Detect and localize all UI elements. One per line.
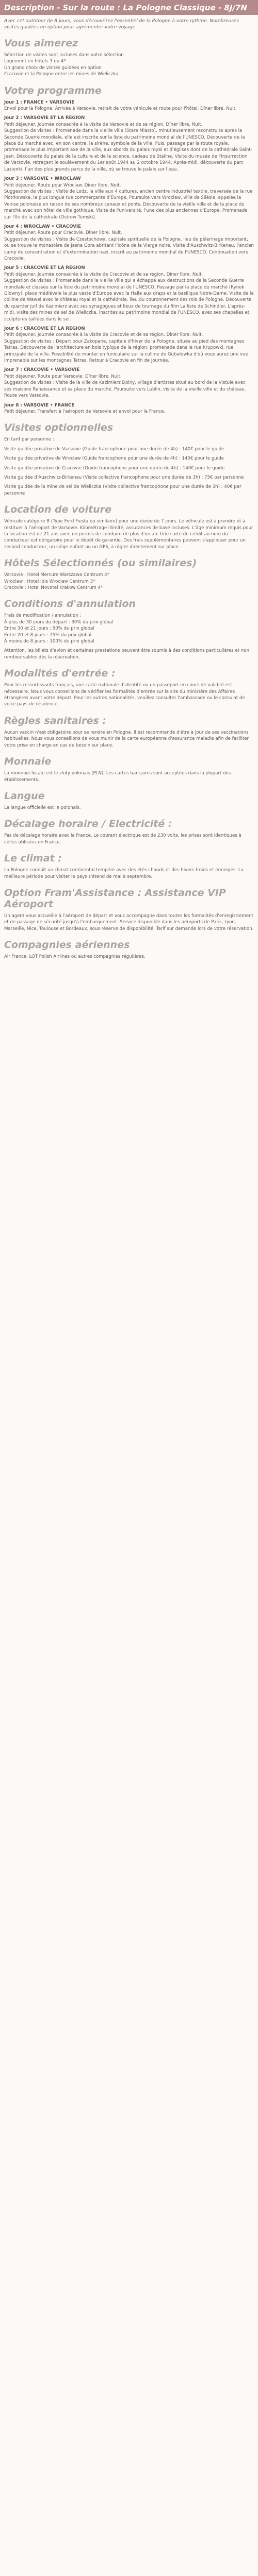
section-assistance xyxy=(0,887,258,932)
highlight-list xyxy=(4,52,254,78)
conditions-list xyxy=(4,613,254,645)
day-block xyxy=(4,176,254,221)
section-heading: Le climat : xyxy=(4,853,62,865)
section-conditions-annulation xyxy=(0,598,258,660)
day-text: Petit déjeuner. Route pour Varsovie. Dîner libre. Nuit. xyxy=(4,374,122,379)
section-text: Air France, LOT Polish Airlines ou autres compagnies régulières. xyxy=(4,954,146,960)
hotel-list xyxy=(4,572,254,591)
day-text: Petit déjeuner. Journée consacrée à la visite de Varsovie et de sa région. Dîner libre. Nuit. xyxy=(4,122,203,127)
section-body xyxy=(0,99,258,415)
day-title: Jour 1 : FRANCE • VARSOVIE xyxy=(4,99,75,105)
section-text: Véhicule catégorie B (Type Ford Fiesta ou similaire) pour une durée de 7 jours. Le véhicule est à prendre et à restituer à l'aéroport de Varsovie. Kilométrage illimité, assurances de base incluses. L'âge minimum requis pour la location est de 21 ans avec un permis de conduire de plus d'un an. Une carte de crédit au nom du conducteur est obligatoire pour le dépôt de garantie. Des frais supplémentaires peuvent s'appliquer pour un second conducteur, un siège enfant ou un GPS, à régler directement sur place. xyxy=(4,519,253,550)
day-block xyxy=(4,367,254,399)
condition-item: Entre 30 et 21 jours : 50% du prix global xyxy=(4,626,94,632)
day-suggestions: Suggestion de visites : Visite de Czestochowa, capitale spirituelle de la Pologne, lieu de pèlerinage important, où se trouve le monastère de Jasna Gora abritant l'icône de la Vierge noire. Visite d'Auschwitz-Birkenau, l'ancien camp de concentration et d'extermination nazi, inscrit au patrimoine mondial de l'UNESCO. Continuation vers Cracovie. xyxy=(4,236,254,261)
section-body xyxy=(0,913,258,932)
section-text: Attention, les billets d'avion et certaines prestations peuvent être soumis à des conditions particulières et non remboursables dès la réservation. xyxy=(4,648,250,660)
visit-line: Visite guidée d'Auschwitz-Birkenau (Visite collective francophone pour une durée de 3h) : 75€ par personne xyxy=(4,474,244,480)
section-langue xyxy=(0,790,258,811)
section-body xyxy=(0,954,258,960)
hotel-item: Varsovie : Hotel Mercure Warszawa Centrum 4* xyxy=(4,572,109,578)
section-text: La monnaie locale est le zloty polonais (PLN). Les cartes bancaires sont acceptées dans la plupart des établissements. xyxy=(4,771,231,783)
day-block xyxy=(4,99,254,112)
day-block xyxy=(4,115,254,173)
section-heading: Décalage horaire / Electricité : xyxy=(4,818,172,830)
day-title: Jour 3 : VARSOVIE • WROCLAW xyxy=(4,176,81,182)
list-item: Un grand choix de visites guidées en option xyxy=(4,65,102,71)
section-decalage-horaire xyxy=(0,818,258,845)
section-climat xyxy=(0,853,258,880)
section-text: Un agent vous accueille à l'aéroport de départ et vous accompagne dans toutes les formalités d'enregistrement et de passage de sécurité jusqu'à l'embarquement. Service disponible dans les aéroports de Paris, Lyon, Marseille, Nice, Toulouse et Bordeaux, sous réserve de disponibilité. Tarif sur demande lors de votre réservation. xyxy=(4,913,254,931)
section-body xyxy=(0,613,258,660)
section-heading: Visites optionnelles xyxy=(4,422,114,434)
day-block xyxy=(4,224,254,262)
section-body xyxy=(0,682,258,708)
section-heading: Règles sanitaires : xyxy=(4,715,106,726)
day-suggestions: Suggestion de visites : Visite de la ville de Kazimierz Dolny, village d'artistes situé au bord de la Vistule avec ses maisons Renaissance et sa place du marché. Poursuite vers Lublin, visite de la vieille ville et du château. Route vers Varsovie. xyxy=(4,380,246,399)
day-block xyxy=(4,402,254,415)
section-heading: Modalités d'entrée : xyxy=(4,668,116,680)
section-text: La langue officielle est le polonais. xyxy=(4,805,81,810)
day-title: Jour 2 : VARSOVIE ET LA REGION xyxy=(4,115,85,121)
section-heading: Conditions d'annulation xyxy=(4,598,136,610)
section-body xyxy=(0,770,258,783)
day-title: Jour 6 : CRACOVIE ET LA REGION xyxy=(4,326,85,332)
section-body xyxy=(0,805,258,811)
visit-line: Visite guidée privative de Cracovie (Guide francophone pour une durée de 4h) : 140€ pour le guide xyxy=(4,465,225,471)
section-text: La Pologne connaît un climat continental tempéré avec des étés chauds et des hivers froids et enneigés. La meilleure période pour visiter le pays s'étend de mai à septembre. xyxy=(4,868,244,879)
day-suggestions: Suggestion de visites : Visite de Lodz, la ville aux 4 cultures, ancien centre industriel textile, traversée de la rue Piotrkowska, la plus longue rue commerçante d'Europe. Poursuite vers Wroclaw, ville de Silésie, appelée la Venise polonaise en raison de ses nombreux canaux et ponts. Découverte de la vieille ville et de la place du marché avec son hôtel de ville gothique. Visite de l'université, l'une des plus anciennes d'Europe. Promenade sur l'île de la cathédrale (Ostrow Tumski). xyxy=(4,189,253,220)
section-body xyxy=(0,52,258,78)
condition-item: À plus de 30 jours du départ : 30% du prix global xyxy=(4,619,114,625)
condition-item: À moins de 8 jours : 100% du prix global xyxy=(4,639,94,645)
day-text: Petit déjeuner. Route pour Cracovie. Dîner libre. Nuit. xyxy=(4,230,122,236)
hotel-item: Wroclaw : Hotel Ibis Wroclaw Centrum 3* xyxy=(4,579,95,584)
day-title: Jour 7 : CRACOVIE • VARSOVIE xyxy=(4,367,80,373)
day-suggestions: Suggestion de visites : Promenade dans la vieille ville qui a échappé aux destructions de la Seconde Guerre mondiale et classée sur la liste du patrimoine mondial de l'UNESCO. Passage par la place du marché (Rynek Glowny), place médiévale la plus vaste d'Europe avec la Halle aux draps et la basilique Notre-Dame. Visite de la colline de Wawel avec le château royal et la cathédrale, lieu du couronnement des rois de Pologne. Découverte du quartier juif de Kazimierz avec ses synagogues et lieux de tournage du film La liste de Schindler. L'après-midi, visite des mines de sel de Wieliczka, inscrites au patrimoine mondial de l'UNESCO, avec ses chapelles et sculptures taillées dans le sel. xyxy=(4,278,254,322)
visit-line: Visite guidée privative de Varsovie (Guide francophone pour une durée de 4h) : 140€ pour le guide xyxy=(4,446,224,452)
day-text: Petit déjeuner. Transfert à l'aéroport de Varsovie et envol pour la France. xyxy=(4,409,166,414)
list-item: Logement en hôtels 3 ou 4* xyxy=(4,59,66,64)
section-body xyxy=(0,730,258,749)
page-title: Description - Sur la route : La Pologne Classique - 8J/7N xyxy=(0,0,258,15)
section-compagnies xyxy=(0,939,258,960)
condition-item: Frais de modification / annulation : xyxy=(4,613,82,619)
section-location-voiture xyxy=(0,504,258,550)
section-heading: Hôtels Sélectionnés (ou similaires) xyxy=(4,557,197,569)
section-body xyxy=(0,833,258,845)
visit-line: Visite guidée de la mine de sel de Wieliczka (Visite collective francophone pour une durée de 3h) : 40€ par personne xyxy=(4,484,241,496)
visit-line: En tarif par personne : xyxy=(4,437,54,443)
condition-item: Entre 20 et 8 jours : 75% du prix global xyxy=(4,632,92,638)
section-modalites-entree xyxy=(0,668,258,708)
section-visites-optionnelles xyxy=(0,422,258,497)
section-text: Pour les ressortissants français, une carte nationale d'identité ou un passeport en cours de validité est nécessaire. Nous vous conseillons de vérifier les formalités d'entrée sur le site du ministère des Affaires étrangères avant votre départ. Pour les autres nationalités, veuillez consulter l'ambassade ou le consulat de votre pays de résidence. xyxy=(4,683,245,707)
day-text: Petit déjeuner. Journée consacrée à la visite de Cracovie et de sa région. Dîner libre. Nuit. xyxy=(4,332,203,338)
section-heading: Votre programme xyxy=(4,84,102,96)
section-body xyxy=(0,436,258,497)
hotel-item: Cracovie : Hotel Novotel Krakow Centrum 4* xyxy=(4,585,103,590)
section-heading: Option Fram'Assistance : Assistance VIP Aéroport xyxy=(4,887,226,910)
day-suggestions: Suggestion de visites : Départ pour Zakopane, capitale d'hiver de la Pologne, située au pied des montagnes Tatras. Découverte de l'architecture en bois typique de la région, promenade dans la rue Krupowki, rue principale de la ville. Possibilité de monter en funiculaire sur la colline de Gubalowka d'où vous aurez une vue imprenable sur les montagnes Tatras. Retour à Cracovie en fin de journée. xyxy=(4,338,248,364)
day-block xyxy=(4,326,254,364)
list-item: Sélection de visites sont incluses dans votre sélection xyxy=(4,53,124,58)
section-vous-aimerez xyxy=(0,38,258,78)
section-hotels xyxy=(0,557,258,591)
section-body xyxy=(0,867,258,880)
section-heading: Location de voiture xyxy=(4,504,111,516)
day-text: Petit déjeuner. Journée consacrée à la visite de Cracovie et de sa région. Dîner libre. Nuit. xyxy=(4,272,203,277)
day-title: Jour 4 : WROCLAW • CRACOVIE xyxy=(4,224,81,229)
day-title: Jour 5 : CRACOVIE ET LA REGION xyxy=(4,265,85,271)
section-text: Aucun vaccin n'est obligatoire pour se rendre en Pologne. Il est recommandé d'être à jour de ses vaccinations habituelles. Nous vous conseillons de vous munir de la carte européenne d'assurance maladie afin de faciliter votre prise en charge en cas de besoin sur place. xyxy=(4,730,249,748)
section-body xyxy=(0,572,258,591)
section-monnaie xyxy=(0,756,258,783)
day-text: Petit déjeuner. Route pour Wroclaw. Dîner libre. Nuit. xyxy=(4,182,121,188)
visit-line: Visite guidée privative de Wroclaw (Guide francophone pour une durée de 4h) : 140€ pour le guide xyxy=(4,456,224,462)
day-title: Jour 8 : VARSOVIE • FRANCE xyxy=(4,402,75,408)
list-item: Cracovie et la Pologne entre les mines de Wieliczka xyxy=(4,72,119,77)
section-heading: Monnaie xyxy=(4,756,52,768)
day-block xyxy=(4,265,254,323)
section-heading: Compagnies aériennes xyxy=(4,939,130,951)
section-text: Pas de décalage horaire avec la France. Le courant électrique est de 230 volts, les prises sont identiques à celles utilisées en France. xyxy=(4,833,241,845)
section-body xyxy=(0,518,258,550)
intro-text: Avec cet autotour de 8 jours, vous découvrirez l'essentiel de la Pologne à votre rythme. Nombreuses visites guidées en option pour agrémenter votre voyage. xyxy=(4,19,239,30)
section-regles-sanitaires xyxy=(0,715,258,749)
day-suggestions: Suggestion de visites : Promenade dans la vieille ville (Stare Miasto), minutieusement reconstruite après la Seconde Guerre mondiale, elle est inscrite sur la liste du patrimoine mondial de l'UNESCO. Découverte de la place du marché avec, en son centre, la sirène, symbole de la ville. Puis, passage par la route royale, promenade le plus important axe de la ville, aux abords du palais royal et d'églises dont de la cathédrale Saint-Jean. Découverte du palais de la culture et de la science, cadeau de Staline. Visite du musée de l'insurrection de Varsovie, retraçant le soulèvement du 1er août 1944 au 2 octobre 1944. Après-midi, découverte du parc Lazienki, l'un des plus grands parcs de la ville, où se trouve le palais sur l'eau. xyxy=(4,128,252,172)
day-text: Envol pour la Pologne. Arrivée à Varsovie, retrait de votre véhicule et route pour l'hôtel. Dîner libre. Nuit. xyxy=(4,106,237,112)
section-programme xyxy=(0,85,258,415)
section-heading: Langue xyxy=(4,790,45,802)
section-heading: Vous aimerez xyxy=(4,38,78,49)
